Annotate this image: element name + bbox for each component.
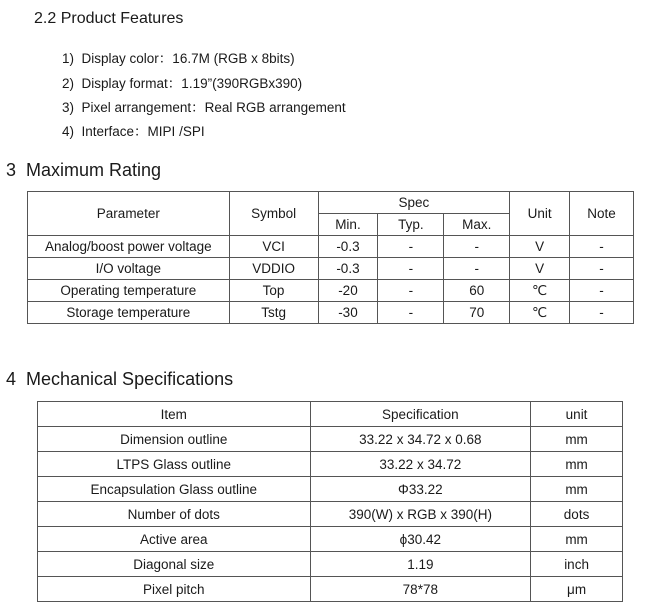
header-max: Max. <box>444 214 510 236</box>
cell-min: -30 <box>318 302 378 324</box>
section-heading-product-features: 2.2 Product Features <box>34 10 184 27</box>
table-row <box>28 302 634 324</box>
cell-max: - <box>444 236 510 258</box>
cell-symbol: Top <box>229 280 318 302</box>
table-row <box>28 236 634 258</box>
feature-number: 1) <box>62 51 75 66</box>
cell-unit: ℃ <box>510 280 570 302</box>
cell-symbol: VDDIO <box>229 258 318 280</box>
cell-min: -0.3 <box>318 236 378 258</box>
mechanical-specifications-table <box>37 401 623 602</box>
cell-note: - <box>570 302 634 324</box>
table-row <box>38 427 623 452</box>
cell-unit: dots <box>531 502 623 527</box>
cell-item: LTPS Glass outline <box>38 452 311 477</box>
cell-parameter: I/O voltage <box>28 258 230 280</box>
section-heading-mechanical-specifications: 4 Mechanical Specifications <box>6 369 234 389</box>
cell-item: Number of dots <box>38 502 311 527</box>
cell-unit: mm <box>531 527 623 552</box>
feature-text: Pixel arrangement：Real RGB arrangement <box>81 100 346 115</box>
cell-specification: 1.19 <box>310 552 531 577</box>
cell-item: Encapsulation Glass outline <box>38 477 311 502</box>
cell-symbol: VCI <box>229 236 318 258</box>
feature-text: Interface：MIPI /SPI <box>81 124 205 139</box>
cell-note: - <box>570 236 634 258</box>
cell-parameter: Operating temperature <box>28 280 230 302</box>
header-symbol: Symbol <box>229 192 318 236</box>
cell-typ: - <box>378 302 444 324</box>
cell-specification: 33.22 x 34.72 <box>310 452 531 477</box>
cell-min: -0.3 <box>318 258 378 280</box>
cell-item: Active area <box>38 527 311 552</box>
feature-number: 3) <box>62 100 75 115</box>
table-row <box>38 527 623 552</box>
feature-number: 2) <box>62 76 75 91</box>
header-specification: Specification <box>310 402 531 427</box>
cell-unit: mm <box>531 427 623 452</box>
header-min: Min. <box>318 214 378 236</box>
cell-max: 70 <box>444 302 510 324</box>
cell-item: Diagonal size <box>38 552 311 577</box>
feature-item <box>62 96 346 116</box>
cell-unit: V <box>510 258 570 280</box>
cell-max: 60 <box>444 280 510 302</box>
cell-note: - <box>570 258 634 280</box>
cell-symbol: Tstg <box>229 302 318 324</box>
table-row <box>38 552 623 577</box>
table-row <box>38 502 623 527</box>
cell-min: -20 <box>318 280 378 302</box>
cell-unit: ℃ <box>510 302 570 324</box>
cell-typ: - <box>378 258 444 280</box>
cell-note: - <box>570 280 634 302</box>
feature-item <box>62 47 295 67</box>
cell-unit: mm <box>531 452 623 477</box>
cell-specification: Φ33.22 <box>310 477 531 502</box>
feature-text: Display color：16.7M (RGB x 8bits) <box>81 51 295 66</box>
cell-typ: - <box>378 280 444 302</box>
header-note: Note <box>570 192 634 236</box>
cell-unit: V <box>510 236 570 258</box>
table-header-row <box>38 402 623 427</box>
cell-specification: 78*78 <box>310 577 531 602</box>
cell-item: Dimension outline <box>38 427 311 452</box>
cell-unit: mm <box>531 477 623 502</box>
cell-typ: - <box>378 236 444 258</box>
header-typ: Typ. <box>378 214 444 236</box>
table-row <box>38 577 623 602</box>
cell-parameter: Storage temperature <box>28 302 230 324</box>
section-heading-maximum-rating: 3 Maximum Rating <box>6 160 162 180</box>
cell-unit: μm <box>531 577 623 602</box>
table-row <box>28 280 634 302</box>
feature-number: 4) <box>62 124 75 139</box>
table-header-row <box>28 192 634 214</box>
feature-text: Display format：1.19”(390RGBx390) <box>81 76 303 91</box>
maximum-rating-table <box>27 191 634 324</box>
cell-specification: 33.22 x 34.72 x 0.68 <box>310 427 531 452</box>
feature-item <box>62 120 205 140</box>
table-row <box>28 258 634 280</box>
header-spec: Spec <box>318 192 510 214</box>
cell-max: - <box>444 258 510 280</box>
cell-specification: ϕ30.42 <box>310 527 531 552</box>
cell-parameter: Analog/boost power voltage <box>28 236 230 258</box>
header-item: Item <box>38 402 311 427</box>
table-row <box>38 452 623 477</box>
cell-item: Pixel pitch <box>38 577 311 602</box>
header-unit: unit <box>531 402 623 427</box>
table-row <box>38 477 623 502</box>
feature-item <box>62 72 302 92</box>
cell-specification: 390(W) x RGB x 390(H) <box>310 502 531 527</box>
cell-unit: inch <box>531 552 623 577</box>
header-parameter: Parameter <box>28 192 230 236</box>
header-unit: Unit <box>510 192 570 236</box>
